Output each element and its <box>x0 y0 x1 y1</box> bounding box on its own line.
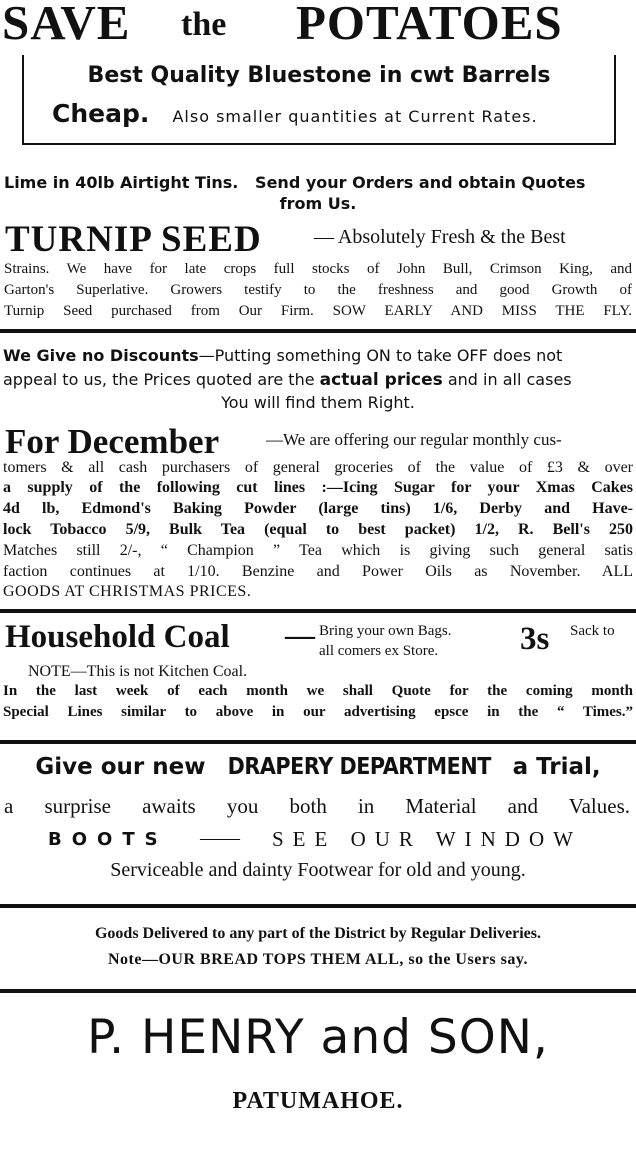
divider-2 <box>0 609 636 613</box>
drapery-bold: DRAPERY DEPARTMENT <box>227 754 491 780</box>
headline-potatoes: POTATOES <box>296 0 563 50</box>
divider-1 <box>0 329 636 333</box>
boots-dash: —— <box>200 827 240 849</box>
coal-line-2: Special Lines similar to above in our advertising epsce in the “ Times.” <box>3 704 633 720</box>
coal-note: NOTE—This is not Kitchen Coal. <box>28 663 248 680</box>
delivery-line-2: Note—OUR BREAD TOPS THEM ALL, so the Users say. <box>108 951 528 968</box>
lime-line1: Lime in 40lb Airtight Tins. Send your Orders and obtain Quotes <box>4 173 586 192</box>
coal-line-1: In the last week of each month we shall Quote for the coming month <box>3 683 633 699</box>
discount-line-2 <box>3 370 636 390</box>
discount-bold: We Give no Discounts <box>3 346 199 365</box>
coal-dash: — <box>285 619 315 652</box>
december-line-6: faction continues at 1/10. Benzine and Power Oils as November. ALL <box>3 563 633 580</box>
footer-name: P. HENRY and SON, <box>87 1010 549 1065</box>
turnip-heading-row <box>0 218 636 264</box>
turnip-tagline: — Absolutely Fresh & the Best <box>314 226 566 248</box>
coal-sack: Sack to <box>570 623 615 639</box>
coal-price: 3s <box>520 621 550 657</box>
discount-rest: —Putting something ON to take OFF does not <box>198 346 563 365</box>
bluestone-cheap: Cheap. <box>52 99 150 128</box>
divider-3 <box>0 740 636 744</box>
december-line-4: lock Tobacco 5/9, Bulk Tea (equal to best packet) 1/2, R. Bell's 250 <box>3 521 633 538</box>
discount-actual-prices: actual prices <box>319 370 443 390</box>
december-line-3: 4d lb, Edmond's Baking Powder (large tins) 1/6, Derby and Have- <box>3 500 633 517</box>
december-line-2: a supply of the following cut lines :—Icing Sugar for your Xmas Cakes <box>3 479 633 496</box>
divider-4 <box>0 904 636 908</box>
drapery-footwear: Serviceable and dainty Footwear for old and young. <box>110 859 526 881</box>
bluestone-line1: Best Quality Bluestone in cwt Barrels <box>87 63 551 88</box>
coal-bring-1: Bring your own Bags. <box>319 623 452 639</box>
turnip-line-3: Turnip Seed purchased from Our Firm. SOW EARLY AND MISS THE FLY. <box>4 303 632 319</box>
bluestone-box <box>22 55 616 145</box>
lime-line2: from Us. <box>279 194 357 213</box>
drapery-line-1 <box>0 754 636 780</box>
drapery-b: a Trial, <box>512 754 601 780</box>
headline-save: SAVE <box>2 0 131 50</box>
december-head-rest: —We are offering our regular monthly cus- <box>266 430 562 449</box>
december-line-5: Matches still 2/-, “ Champion ” Tea which is giving such general satis <box>3 542 633 559</box>
drapery-line-2: a surprise awaits you both in Material and Values. <box>4 794 630 818</box>
discount-line2-a: appeal to us, the Prices quoted are the <box>3 370 315 389</box>
delivery-line-1: Goods Delivered to any part of the District by Regular Deliveries. <box>94 925 541 942</box>
coal-heading-row <box>0 619 636 669</box>
coal-heading: Household Coal <box>5 619 230 655</box>
headline-the: the <box>181 6 227 43</box>
turnip-line-2: Garton's Superlative. Growers testify to the freshness and good Growth of <box>4 282 632 298</box>
boots-label: BOOTS <box>48 829 168 850</box>
discount-line-3: You will find them Right. <box>221 393 415 412</box>
discount-line2-b: and in all cases <box>447 370 572 389</box>
boots-see: SEE OUR WINDOW <box>272 827 582 851</box>
turnip-line-1: Strains. We have for late crops full stocks of John Bull, Crimson King, and <box>4 261 632 277</box>
bluestone-rest: Also smaller quantities at Current Rates. <box>172 107 538 126</box>
turnip-heading: TURNIP SEED <box>5 219 262 260</box>
drapery-a: Give our new <box>35 754 206 780</box>
discount-line-1 <box>3 346 636 365</box>
footer-place: PATUMAHOE. <box>232 1088 404 1114</box>
boots-row <box>0 827 636 857</box>
december-heading: For December <box>5 422 220 461</box>
bluestone-line2 <box>52 99 592 128</box>
december-line-7: GOODS AT CHRISTMAS PRICES. <box>3 583 252 600</box>
december-line-1: tomers & all cash purchasers of general groceries of the value of £3 & over <box>3 459 633 476</box>
divider-5 <box>0 989 636 993</box>
coal-bring-2: all comers ex Store. <box>319 643 439 659</box>
headline <box>0 0 636 50</box>
